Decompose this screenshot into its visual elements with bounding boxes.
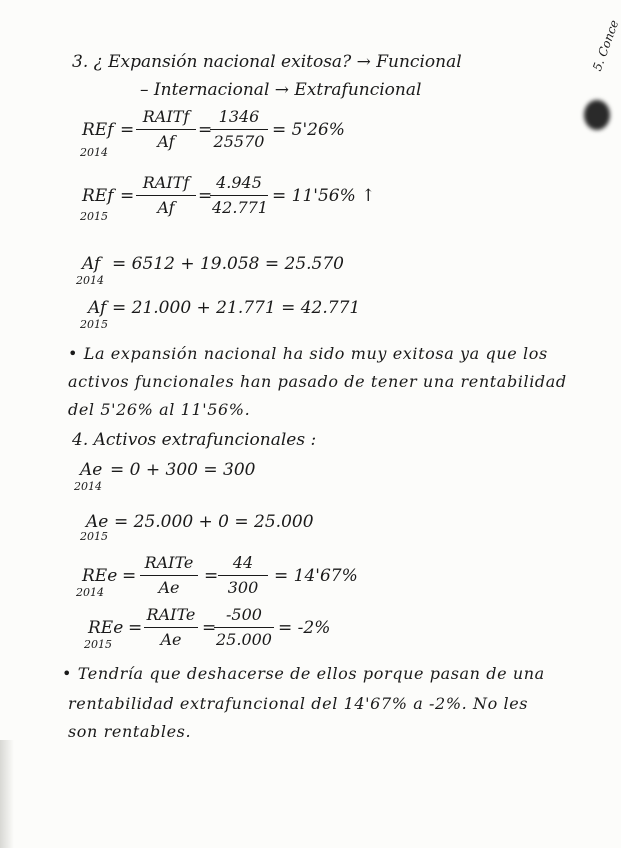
fraction-rait-af	[136, 106, 196, 153]
fraction-values	[210, 172, 268, 219]
equals: =	[204, 566, 219, 586]
question-3-title: 3. ¿ Expansión nacional exitosa? → Funcional	[72, 52, 462, 72]
question-3-subtitle: – Internacional → Extrafuncional	[140, 80, 422, 100]
fraction-bar	[218, 575, 268, 576]
corner-number: 5.	[589, 57, 607, 73]
numerator: RAITf	[142, 173, 190, 192]
numerator: 1346	[218, 107, 260, 126]
year-label: 2015	[80, 210, 108, 223]
fraction-bar	[144, 627, 198, 628]
equals: =	[198, 120, 213, 140]
fraction-bar	[214, 627, 274, 628]
denominator: Ae	[160, 630, 182, 649]
numerator: RAITf	[142, 107, 190, 126]
ink-smudge	[584, 100, 610, 130]
lhs: REe	[82, 566, 118, 586]
fraction-rait-af	[136, 172, 196, 219]
year-label: 2014	[80, 146, 108, 159]
denominator: Ae	[158, 578, 180, 597]
numerator: 44	[232, 553, 254, 572]
equals: =	[198, 186, 213, 206]
af-2015-expression: = 21.000 + 21.771 = 42.771	[112, 298, 361, 318]
numerator: RAITe	[144, 553, 194, 572]
conclusion-2-line-2: rentabilidad extrafuncional del 14'67% a -2%. No les	[68, 694, 529, 713]
result: = -2%	[278, 618, 331, 638]
conclusion-2-line-3: son rentables.	[68, 722, 192, 741]
af-2015-year: 2015	[80, 318, 108, 331]
equals: =	[122, 566, 137, 586]
fraction-values	[214, 604, 274, 651]
result: = 11'56% ↑	[272, 186, 376, 206]
conclusion-1-line-2: activos funcionales han pasado de tener una rentabilidad	[68, 372, 567, 391]
conclusion-1-line-3: del 5'26% al 11'56%.	[68, 400, 251, 419]
ae-2015-lhs: Ae	[86, 512, 109, 532]
equals: =	[128, 618, 143, 638]
numerator: 4.945	[216, 173, 262, 192]
numerator: RAITe	[146, 605, 196, 624]
fraction-bar	[136, 129, 196, 130]
result: = 5'26%	[272, 120, 345, 140]
ae-2014-lhs: Ae	[80, 460, 103, 480]
conclusion-2-line-1: • Tendría que deshacerse de ellos porque pasan de una	[62, 664, 545, 683]
fraction-bar	[210, 129, 268, 130]
af-2014-year: 2014	[76, 274, 104, 287]
equals: =	[202, 618, 217, 638]
year-label: 2014	[76, 586, 104, 599]
denominator: 25570	[213, 132, 265, 151]
question-4-title: 4. Activos extrafuncionales :	[72, 430, 317, 450]
af-2014-lhs: Af	[82, 254, 101, 274]
fraction-values	[210, 106, 268, 153]
numerator: -500	[226, 605, 262, 624]
corner-note	[590, 18, 621, 73]
fraction-bar	[210, 195, 268, 196]
fraction-values	[218, 552, 268, 599]
denominator: 42.771	[212, 198, 268, 217]
result: = 14'67%	[274, 566, 358, 586]
denominator: 25.000	[216, 630, 272, 649]
ae-2015-year: 2015	[80, 530, 108, 543]
year-label: 2015	[84, 638, 112, 651]
denominator: Af	[157, 132, 175, 151]
equals: =	[120, 120, 135, 140]
denominator: 300	[227, 578, 259, 597]
fraction-bar	[140, 575, 198, 576]
lhs: REe	[88, 618, 124, 638]
af-2015-lhs: Af	[88, 298, 107, 318]
corner-word: Conce	[595, 18, 621, 59]
equals: =	[120, 186, 135, 206]
fraction-rait-ae	[140, 552, 198, 599]
fraction-bar	[136, 195, 196, 196]
page-shadow	[0, 740, 14, 848]
lhs: REf	[82, 120, 114, 140]
fraction-rait-ae	[144, 604, 198, 651]
af-2014-expression: = 6512 + 19.058 = 25.570	[112, 254, 344, 274]
denominator: Af	[157, 198, 175, 217]
lhs: REf	[82, 186, 114, 206]
ae-2015-expression: = 25.000 + 0 = 25.000	[114, 512, 314, 532]
conclusion-1-line-1: • La expansión nacional ha sido muy exitosa ya que los	[68, 344, 548, 363]
ae-2014-year: 2014	[74, 480, 102, 493]
ae-2014-expression: = 0 + 300 = 300	[110, 460, 256, 480]
